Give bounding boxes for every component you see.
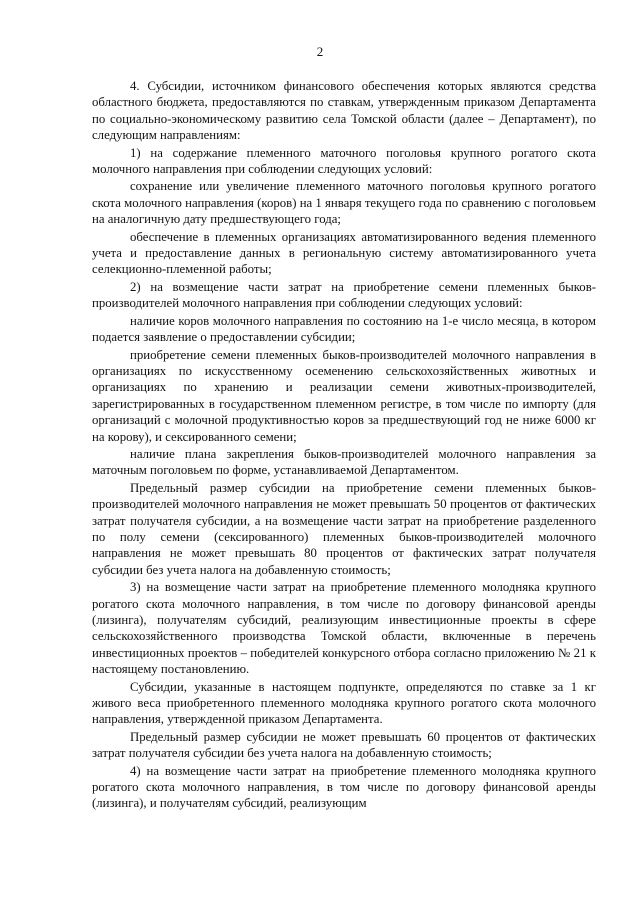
paragraph-limit-young: Предельный размер субсидии не может превышать 60 процентов от фактических затрат получателя субсидии без учета налога на добавленную стоимость;: [92, 729, 596, 761]
paragraph-4: 4. Субсидии, источником финансового обеспечения которых являются средства областного бюджета, предоставляются по ставкам, утвержденным приказом Департамента по социально-экономическому развитию села Томской области (далее – Департамент), по следующим направлениям:: [92, 79, 596, 143]
paragraph-4-4: 4) на возмещение части затрат на приобретение племенного молодняка крупного рогатого скота молочного направления, в том числе по договору финансовой аренды (лизинга), и получателям субсидий, реализующим: [92, 763, 596, 811]
paragraph-4-2: 2) на возмещение части затрат на приобретение семени племенных быков-производителей молочного направления при соблюдении следующих условий:: [92, 279, 596, 311]
paragraph-limit-semen: Предельный размер субсидии на приобретение семени племенных быков-производителей молочного направления не может превышать 50 процентов от фактических затрат получателя субсидии, а на возмещение части затрат на приобретение разделенного по полу семени (сексированного) племенных быков-производителей молочного направления не может превышать 80 процентов от фактических затрат получателя субсидии без учета налога на добавленную стоимость;: [92, 480, 596, 577]
paragraph-condition-accounting: обеспечение в племенных организациях автоматизированного ведения племенного учета и предоставление данных в региональную систему автоматизированного учета селекционно-племенной работы;: [92, 229, 596, 277]
paragraph-condition-cows: наличие коров молочного направления по состоянию на 1-е число месяца, в котором подается заявление о предоставлении субсидии;: [92, 313, 596, 345]
paragraph-4-1: 1) на содержание племенного маточного поголовья крупного рогатого скота молочного направления при соблюдении следующих условий:: [92, 145, 596, 177]
paragraph-4-3: 3) на возмещение части затрат на приобретение племенного молодняка крупного рогатого скота молочного направления, в том числе по договору финансовой аренды (лизинга), получателям субсидий, реализующим инвестиционные проекты в сфере сельскохозяйственного производства Томской области, включенные в перечень инвестиционных проектов – победителей конкурсного отбора согласно приложению № 21 к настоящему постановлению.: [92, 580, 596, 677]
page-number: 2: [316, 44, 324, 59]
document-body: [92, 78, 596, 812]
paragraph-condition-semen: приобретение семени племенных быков-производителей молочного направления в организациях по искусственному осеменению сельскохозяйственных животных и организациях по хранению и реализации семени животных-производителей, зарегистрированных в государственном племенном регистре, в том числе по импорту (для организаций с молочной продуктивностью коров за предшествующий год не ниже 6000 кг на корову), и сексированного семени;: [92, 347, 596, 444]
paragraph-rate: Субсидии, указанные в настоящем подпункте, определяются по ставке за 1 кг живого веса приобретенного племенного молодняка крупного рогатого скота молочного направления, утвержденной приказом Департамента.: [92, 679, 596, 727]
paragraph-condition-plan: наличие плана закрепления быков-производителей молочного направления за маточным поголовьем по форме, устанавливаемой Департаментом.: [92, 446, 596, 478]
paragraph-condition-herd: сохранение или увеличение племенного маточного поголовья крупного рогатого скота молочного направления (коров) на 1 января текущего года по сравнению с поголовьем на аналогичную дату предшествующего года;: [92, 179, 596, 227]
